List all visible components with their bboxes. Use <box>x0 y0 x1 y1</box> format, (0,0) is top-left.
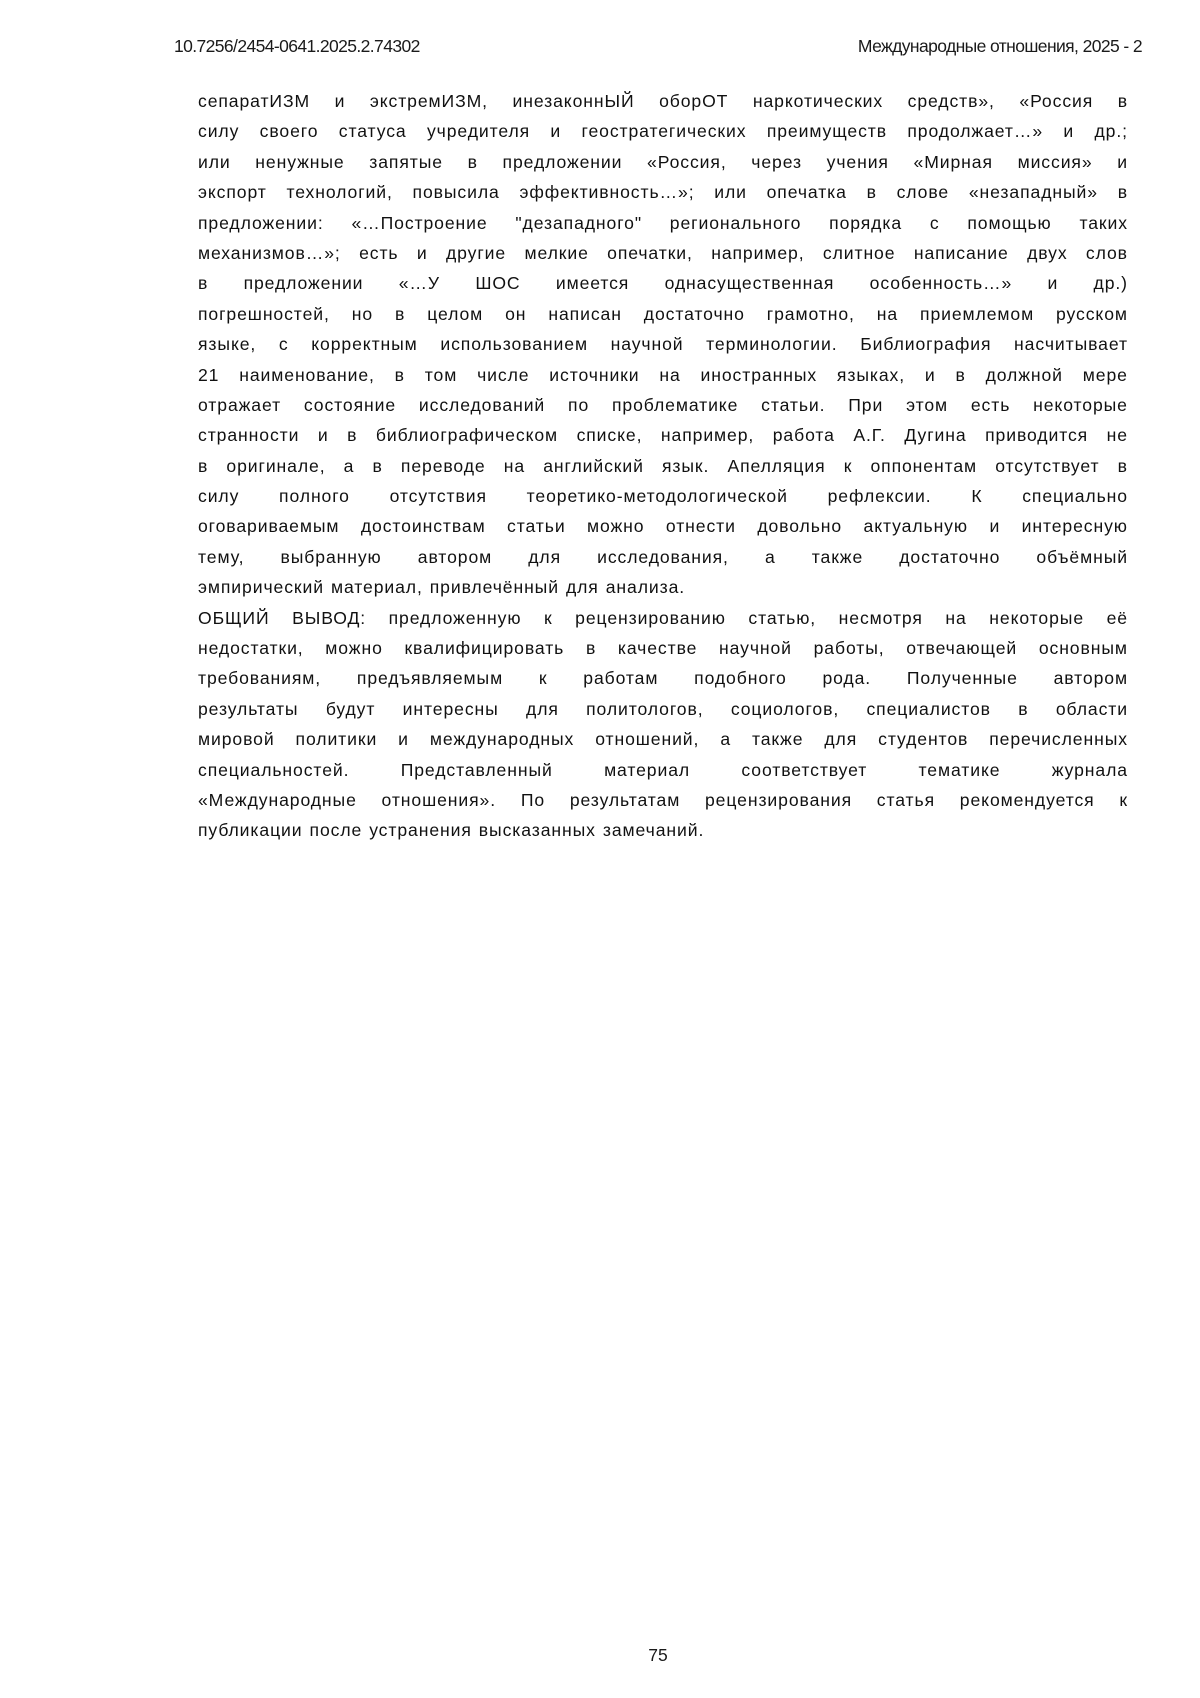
text-line: публикации после устранения высказанных замечаний. <box>198 820 705 841</box>
text-line: экспорт технологий, повысила эффективность…»; или опечатка в слове «незападный» в <box>198 182 1128 203</box>
paragraph <box>198 86 1128 603</box>
text-line: странности и в библиографическом списке, например, работа А.Г. Дугина приводится не <box>198 425 1128 446</box>
text-line: мировой политики и международных отношений, а также для студентов перечисленных <box>198 729 1128 750</box>
text-line: языке, с корректным использованием научной терминологии. Библиография насчитывает <box>198 334 1128 355</box>
text-line: 21 наименование, в том числе источники на иностранных языках, и в должной мере <box>198 364 1128 385</box>
text-line: предложении: «…Построение "дезападного" регионального порядка с помощью таких <box>198 212 1128 233</box>
text-line: механизмов…»; есть и другие мелкие опечатки, например, слитное написание двух слов <box>198 242 1128 263</box>
text-line: результаты будут интересны для политологов, социологов, специалистов в области <box>198 698 1128 719</box>
text-line: ОБЩИЙ ВЫВОД: предложенную к рецензированию статью, несмотря на некоторые её <box>198 607 1128 628</box>
text-line: оговариваемым достоинствам статьи можно отнести довольно актуальную и интересную <box>198 516 1128 537</box>
text-line: в предложении «…У ШОС имеется однасущественная особенность…» и др.) <box>198 273 1128 294</box>
journal-issue-label: Международные отношения, 2025 - 2 <box>857 36 1142 56</box>
text-line: погрешностей, но в целом он написан достаточно грамотно, на приемлемом русском <box>198 303 1128 324</box>
text-line: силу своего статуса учредителя и геостратегических преимуществ продолжает…» и др.; <box>198 121 1128 142</box>
review-text <box>198 86 1128 846</box>
text-line: специальностей. Представленный материал соответствует тематике журнала <box>198 759 1128 780</box>
text-line: эмпирический материал, привлечённый для анализа. <box>198 577 686 598</box>
text-line: в оригинале, а в переводе на английский язык. Апелляция к оппонентам отсутствует в <box>198 455 1128 476</box>
text-line: «Международные отношения». По результатам рецензирования статья рекомендуется к <box>198 789 1128 810</box>
text-line: силу полного отсутствия теоретико-методологической рефлексии. К специально <box>198 486 1128 507</box>
text-line: тему, выбранную автором для исследования, а также достаточно объёмный <box>198 546 1128 567</box>
text-line: отражает состояние исследований по проблематике статьи. При этом есть некоторые <box>198 394 1128 415</box>
running-header <box>174 36 1142 62</box>
text-line: или ненужные запятые в предложении «Россия, через учения «Мирная миссия» и <box>198 151 1128 172</box>
paragraph <box>198 603 1128 846</box>
text-line: сепаратИЗМ и экстремИЗМ, инезаконнЫЙ оборОТ наркотических средств», «Россия в <box>198 91 1128 111</box>
page-number: 75 <box>648 1645 668 1665</box>
text-line: недостатки, можно квалифицировать в качестве научной работы, отвечающей основным <box>198 638 1128 659</box>
doi-label: 10.7256/2454-0641.2025.2.74302 <box>174 36 420 56</box>
text-line: требованиям, предъявляемым к работам подобного рода. Полученные автором <box>198 668 1128 689</box>
